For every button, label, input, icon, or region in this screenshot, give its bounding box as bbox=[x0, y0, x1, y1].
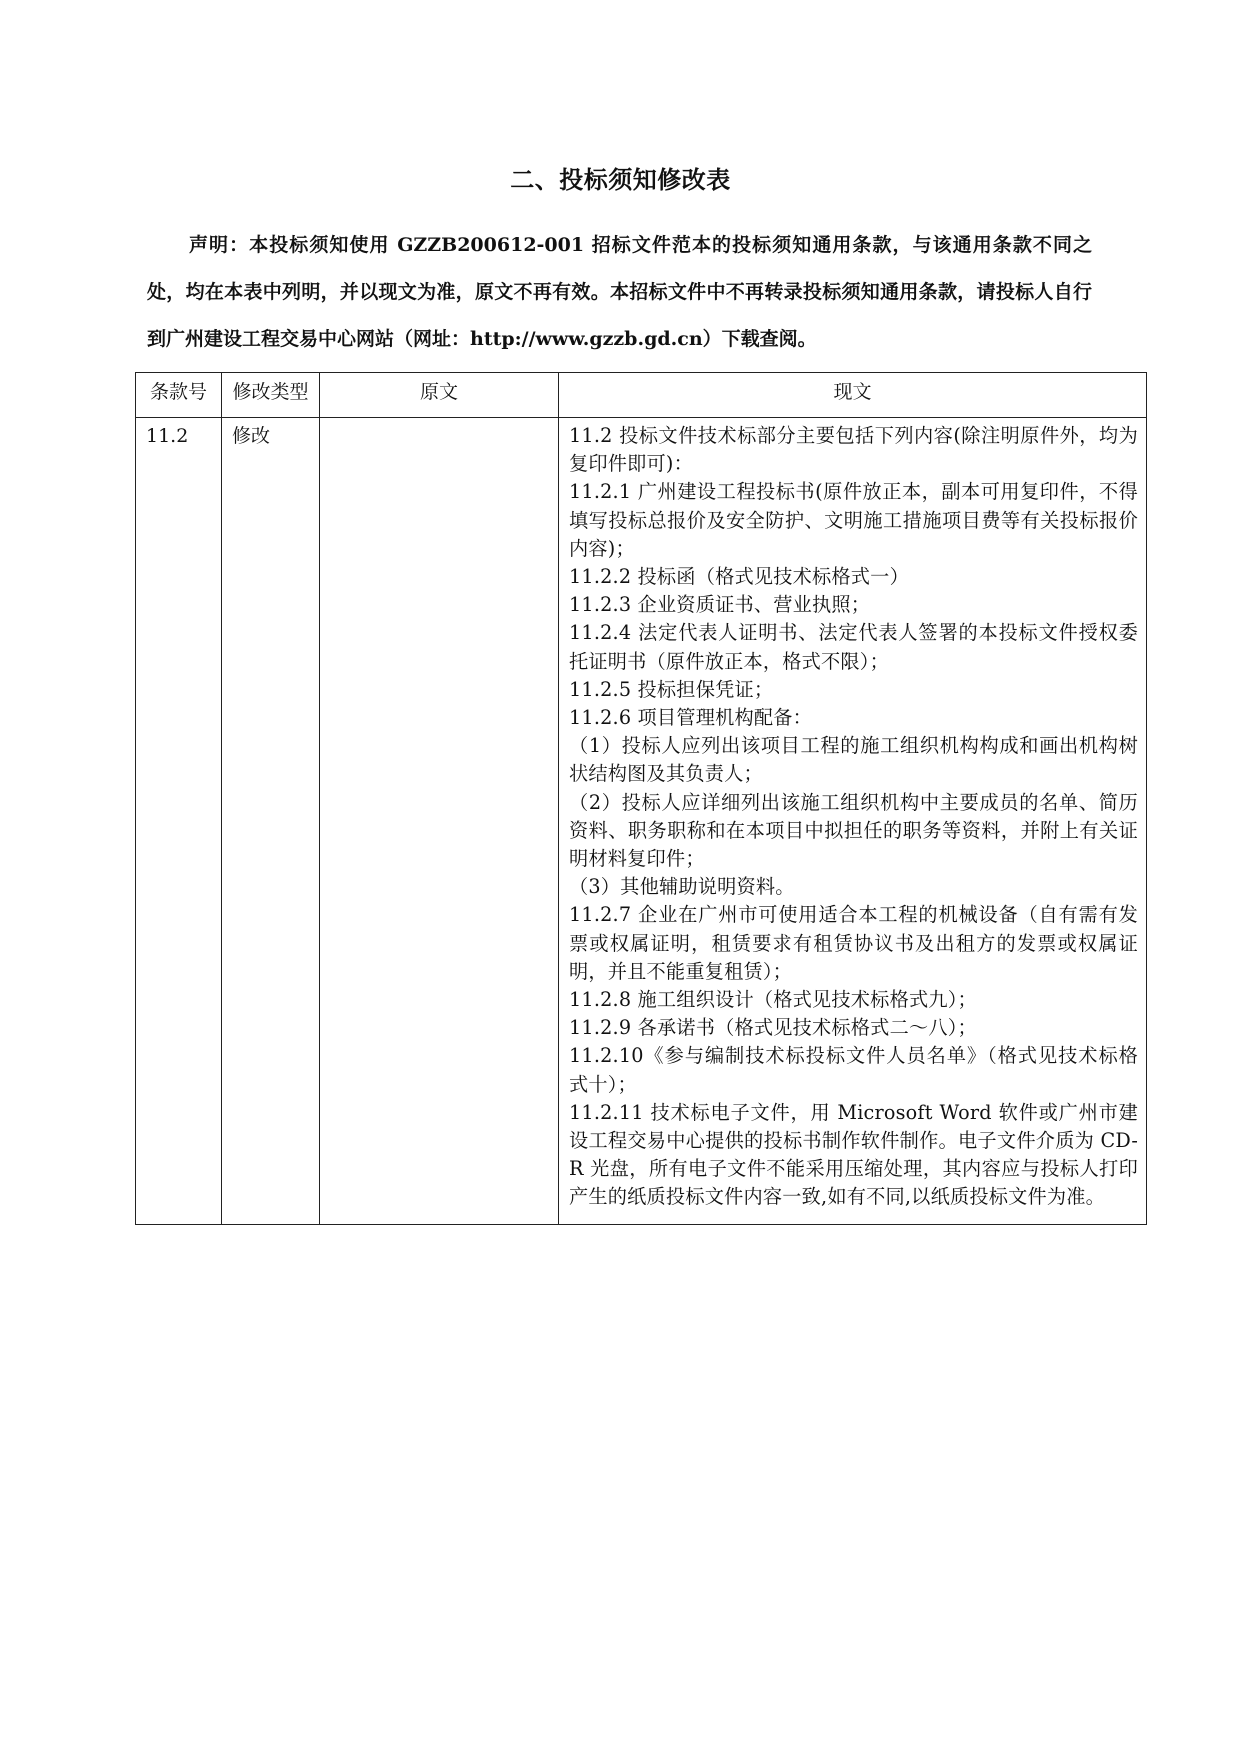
header-current: 现文 bbox=[559, 373, 1147, 418]
current-line: （3）其他辅助说明资料。 bbox=[569, 875, 795, 899]
current-line: 11.2.1 广州建设工程投标书(原件放正本，副本可用复印件，不得填写投标总报价及安全防护、文明施工措施项目费等有关投标报价内容)； bbox=[569, 480, 1138, 560]
cell-current bbox=[559, 418, 1147, 1225]
current-line: 11.2.5 投标担保凭证； bbox=[569, 677, 774, 701]
header-type: 修改类型 bbox=[222, 373, 320, 418]
table-header-row bbox=[136, 373, 1147, 418]
modification-table bbox=[135, 372, 1147, 1225]
current-line: 11.2.7 企业在广州市可使用适合本工程的机械设备（自有需有发票或权属证明，租赁要求有租赁协议书及出租方的发票或权属证明，并且不能重复租赁）； bbox=[569, 903, 1138, 983]
page-title: 二、投标须知修改表 bbox=[510, 165, 731, 194]
header-original: 原文 bbox=[320, 373, 559, 418]
current-line: 11.2.10《参与编制技术标投标文件人员名单》（格式见技术标格式十）； bbox=[569, 1044, 1138, 1096]
header-clause: 条款号 bbox=[136, 373, 222, 418]
cell-original bbox=[320, 418, 559, 1225]
cell-clause: 11.2 bbox=[136, 418, 222, 1225]
current-line: 11.2.6 项目管理机构配备： bbox=[569, 706, 813, 730]
current-line: （1）投标人应列出该项目工程的施工组织机构构成和画出机构树状结构图及其负责人； bbox=[569, 734, 1138, 786]
current-line: 11.2.9 各承诺书（格式见技术标格式二～八）； bbox=[569, 1016, 977, 1040]
current-line: 11.2.11 技术标电子文件，用 Microsoft Word 软件或广州市建设工程交易中心提供的投标书制作软件制作。电子文件介质为 CD-R 光盘，所有电子文件不能采用压缩处理，其内容应与投标人打印产生的纸质投标文件内容一致,如有不同,以纸质投标文件为准。 bbox=[569, 1100, 1138, 1209]
current-line: （2）投标人应详细列出该施工组织机构中主要成员的名单、简历资料、职务职称和在本项目中拟担任的职务等资料，并附上有关证明材料复印件； bbox=[569, 790, 1138, 871]
current-line: 11.2.3 企业资质证书、营业执照； bbox=[569, 593, 871, 617]
current-line: 11.2.2 投标函（格式见技术标格式一） bbox=[569, 565, 909, 589]
table-header bbox=[136, 373, 1147, 418]
current-line: 11.2.4 法定代表人证明书、法定代表人签署的本投标文件授权委托证明书（原件放正本，格式不限）； bbox=[569, 621, 1138, 673]
table-row bbox=[136, 418, 1147, 1225]
cell-type: 修改 bbox=[222, 418, 320, 1225]
statement-paragraph: 声明：本投标须知使用 GZZB200612-001 招标文件范本的投标须知通用条款，与该通用条款不同之处，均在本表中列明，并以现文为准，原文不再有效。本招标文件中不再转录投标须知通用条款，请投标人自行到广州建设工程交易中心网站（网址：http://www.gzzb.gd.cn）下载查阅。 bbox=[147, 234, 1092, 350]
current-line: 11.2 投标文件技术标部分主要包括下列内容(除注明原件外，均为复印件即可)： bbox=[569, 424, 1138, 476]
current-line: 11.2.8 施工组织设计（格式见技术标格式九）； bbox=[569, 988, 977, 1012]
